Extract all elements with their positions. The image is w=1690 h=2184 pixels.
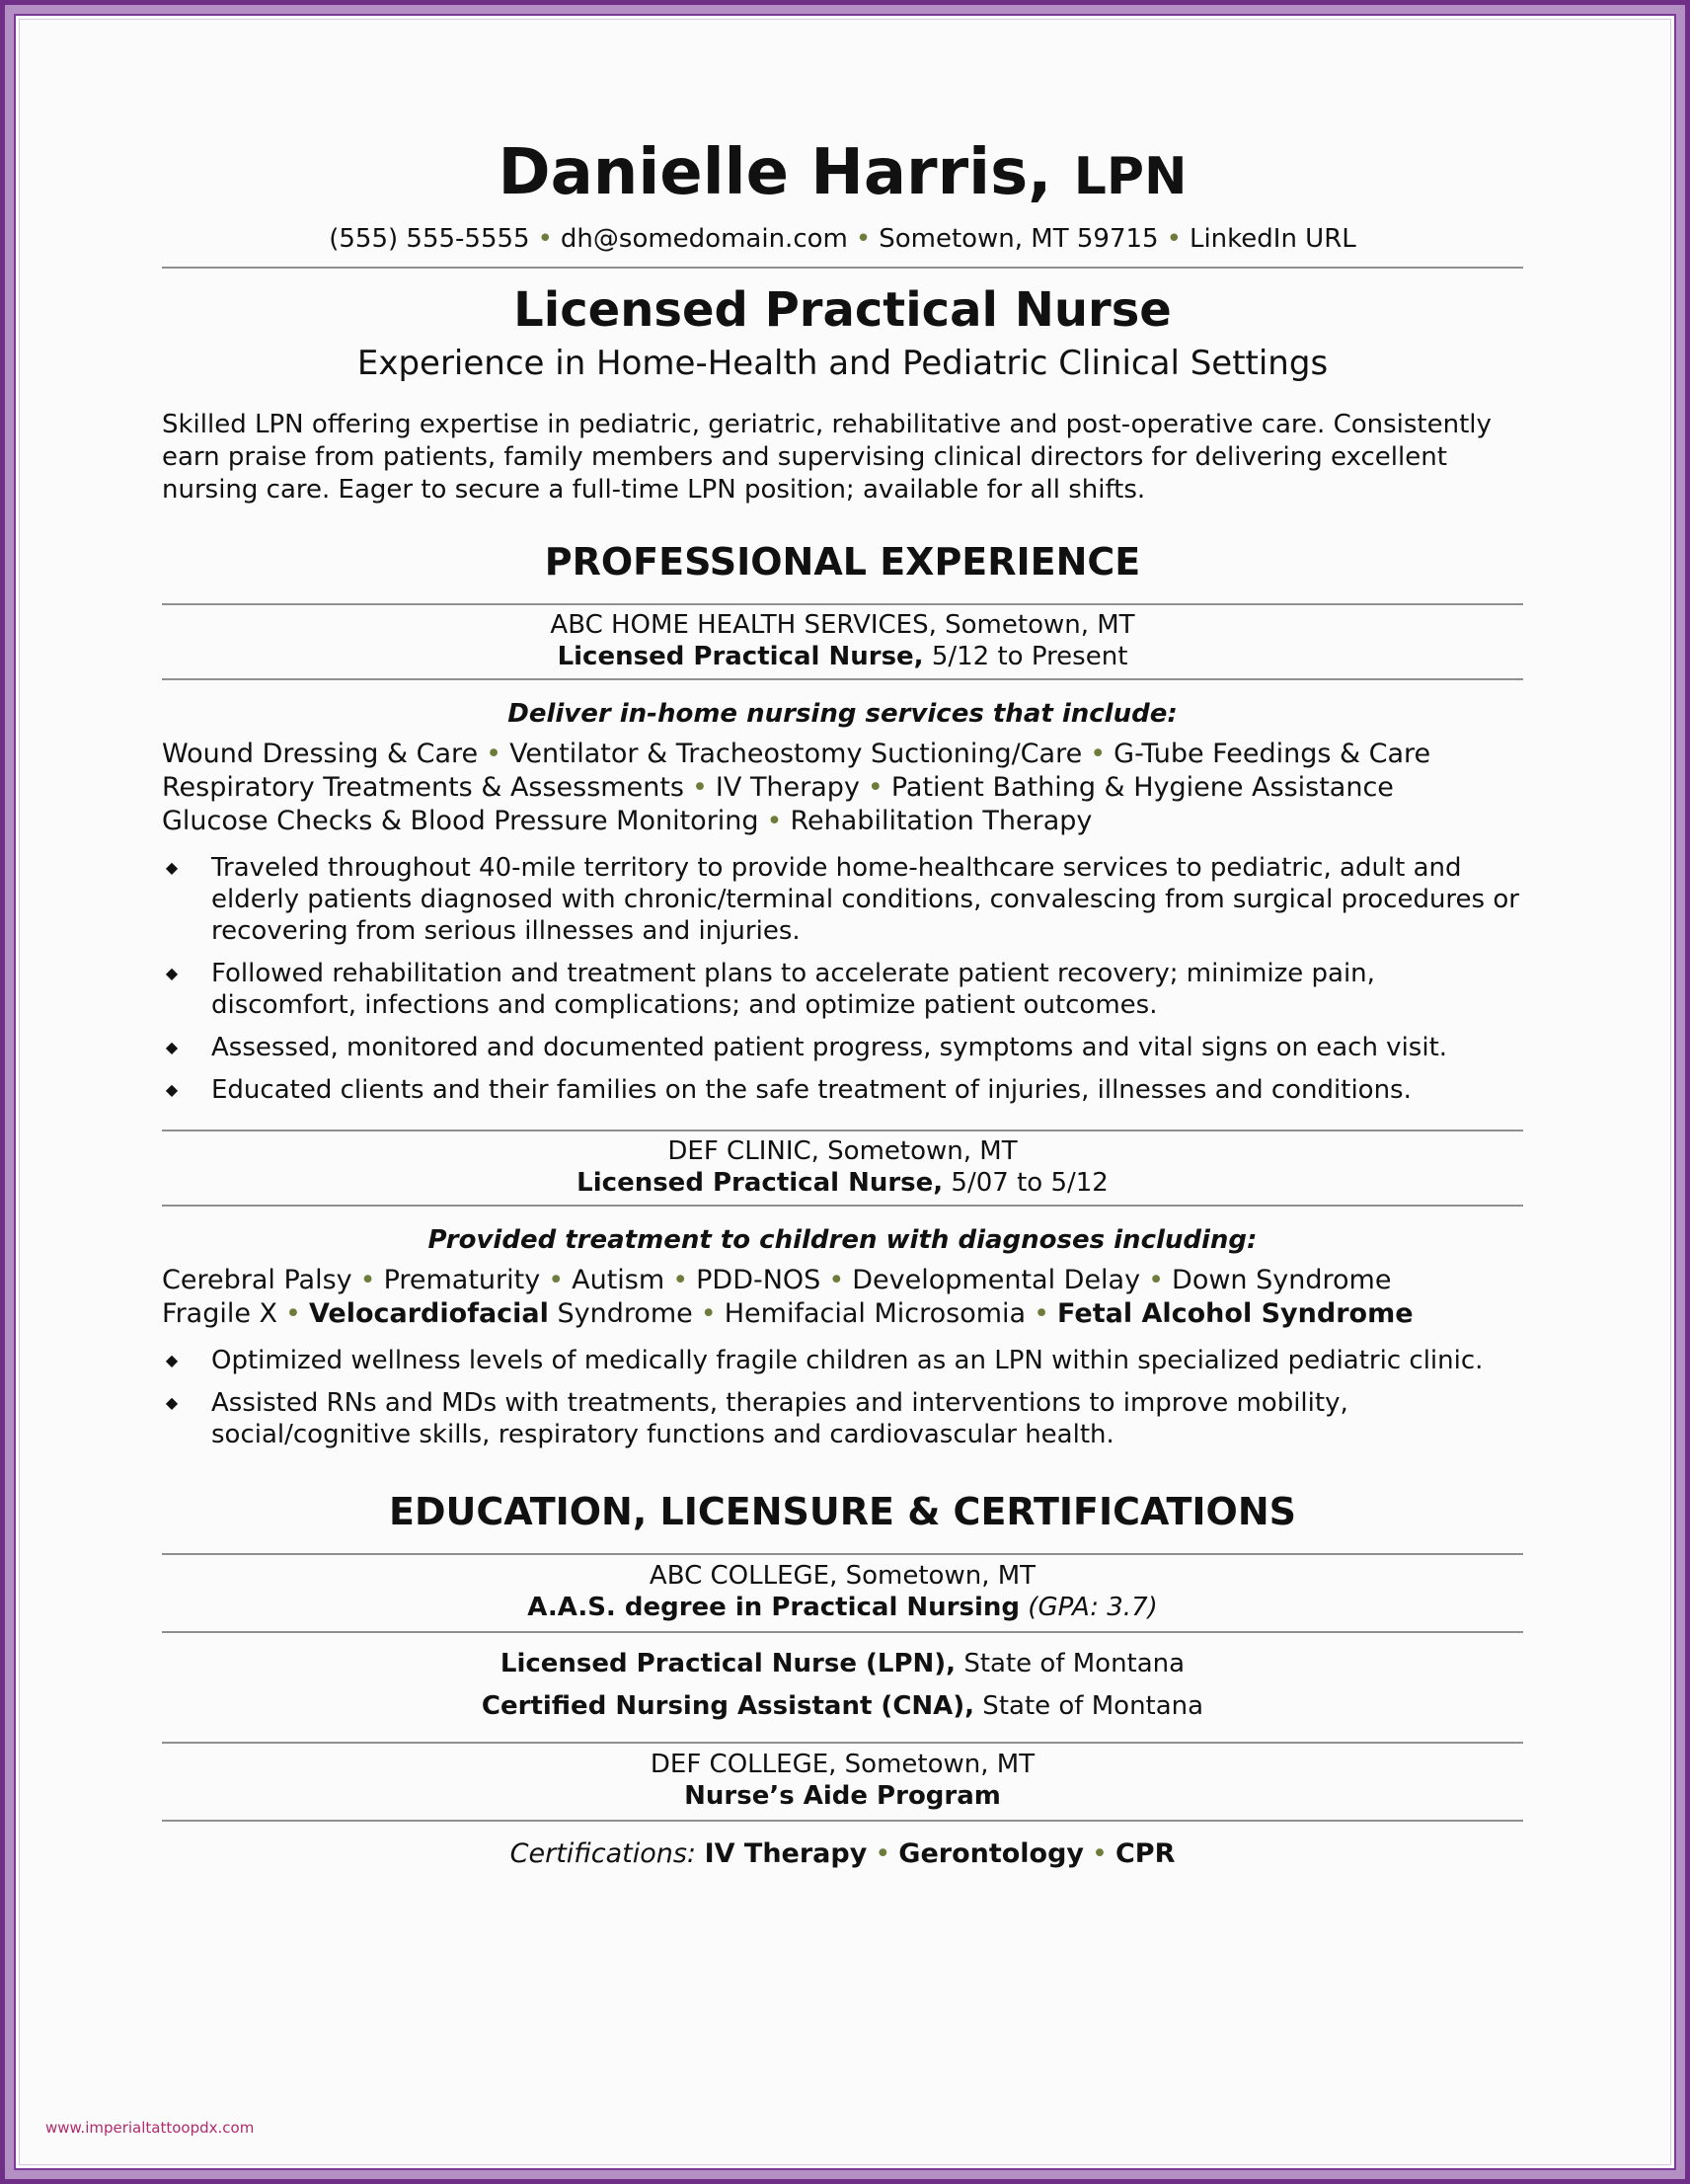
- credential-text: LPN: [1073, 147, 1188, 206]
- bullet-text: Assisted RNs and MDs with treatments, therapies and interventions to improve mobility, social/cognitive skills, respiratory functions and cardiovascular health.: [211, 1388, 1348, 1449]
- gpa: (GPA: 3.7): [1020, 1593, 1158, 1622]
- skill: IV Therapy: [715, 772, 860, 803]
- skill: Developmental Delay: [852, 1265, 1141, 1295]
- degree-line: [162, 1592, 1523, 1623]
- license-title: Certified Nursing Assistant (CNA),: [481, 1691, 975, 1721]
- bullet-text: Followed rehabilitation and treatment plans to accelerate patient recovery; minimize pain, discomfort, infections and complications; and optimize patient outcomes.: [211, 959, 1375, 1020]
- linkedin: LinkedIn URL: [1189, 224, 1356, 254]
- skill: Hemifacial Microsomia: [724, 1298, 1027, 1329]
- list-item: [162, 1074, 1523, 1106]
- skill: Respiratory Treatments & Assessments: [162, 772, 684, 803]
- diamond-bullet-icon: ◆: [165, 1351, 179, 1369]
- resume-page: [14, 14, 1676, 2170]
- section-title-experience: PROFESSIONAL EXPERIENCE: [544, 540, 1141, 584]
- separator-dot: •: [359, 1265, 376, 1295]
- separator-dot: •: [548, 1265, 565, 1295]
- divider: [162, 678, 1523, 680]
- list-item: [162, 1387, 1523, 1450]
- skills-list: [162, 1264, 1523, 1331]
- separator-dot: •: [1034, 1298, 1050, 1329]
- separator-dot: •: [1148, 1265, 1165, 1295]
- license-line: [162, 1685, 1523, 1728]
- college: DEF COLLEGE, Sometown, MT: [650, 1750, 1036, 1779]
- education-entry: [162, 1744, 1523, 1820]
- license-state: State of Montana: [956, 1649, 1186, 1678]
- section-title-education: EDUCATION, LICENSURE & CERTIFICATIONS: [388, 1490, 1296, 1533]
- skill-bold: Fetal Alcohol Syndrome: [1057, 1298, 1414, 1329]
- separator-dot: •: [875, 1838, 891, 1869]
- skill: G-Tube Feedings & Care: [1114, 739, 1431, 769]
- bullet-text: Assessed, monitored and documented patient progress, symptoms and vital signs on each visit.: [211, 1033, 1448, 1062]
- diamond-bullet-icon: ◆: [165, 858, 179, 877]
- achievement-list: [162, 852, 1523, 1106]
- phone: (555) 555-5555: [329, 224, 530, 254]
- name-text: Danielle Harris,: [498, 136, 1052, 209]
- license-title: Licensed Practical Nurse (LPN),: [499, 1649, 957, 1678]
- skill-bold: Velocardiofacial: [308, 1298, 549, 1329]
- divider: [162, 267, 1523, 269]
- skills-line: [162, 738, 1523, 771]
- separator-dot: •: [691, 772, 708, 803]
- list-item: [162, 852, 1523, 947]
- job-header: [162, 1131, 1523, 1205]
- dates: 5/12 to Present: [923, 642, 1128, 671]
- cert: IV Therapy: [704, 1838, 868, 1869]
- divider: [162, 1205, 1523, 1207]
- skills-line: [162, 805, 1523, 838]
- candidate-name: [162, 134, 1523, 215]
- diamond-bullet-icon: ◆: [165, 1393, 179, 1412]
- role: Licensed Practical Nurse,: [557, 642, 924, 671]
- program: Nurse’s Aide Program: [684, 1781, 1001, 1811]
- skills-line: [162, 1264, 1523, 1297]
- separator-dot: •: [1090, 739, 1107, 769]
- skill: PDD-NOS: [696, 1265, 821, 1295]
- skill: Patient Bathing & Hygiene Assistance: [890, 772, 1394, 803]
- separator-dot: •: [537, 224, 553, 254]
- job-header: [162, 605, 1523, 678]
- degree: A.A.S. degree in Practical Nursing: [527, 1593, 1021, 1622]
- college: ABC COLLEGE, Sometown, MT: [649, 1561, 1037, 1591]
- employer: DEF CLINIC, Sometown, MT: [667, 1136, 1018, 1166]
- education-entry: [162, 1555, 1523, 1631]
- list-item: [162, 958, 1523, 1021]
- employer: ABC HOME HEALTH SERVICES, Sometown, MT: [550, 610, 1135, 640]
- resume-header: [162, 134, 1523, 257]
- skill: Fragile X: [162, 1298, 278, 1329]
- cert: Gerontology: [898, 1838, 1085, 1869]
- separator-dot: •: [855, 224, 872, 254]
- summary: Skilled LPN offering expertise in pediatric, geriatric, rehabilitative and post-operative care. Consistently earn praise from patients, family members and supervising clinical directors for delivering excellent nursing care. Eager to secure a full-time LPN position; available for all shifts.: [162, 410, 1492, 505]
- cert: CPR: [1114, 1838, 1176, 1869]
- diamond-bullet-icon: ◆: [165, 964, 179, 982]
- skill: Autism: [572, 1265, 665, 1295]
- job-intro: Deliver in-home nursing services that include:: [507, 699, 1178, 729]
- subheadline: Experience in Home-Health and Pediatric Clinical Settings: [356, 344, 1329, 383]
- skill: Prematurity: [383, 1265, 541, 1295]
- dates: 5/07 to 5/12: [943, 1168, 1109, 1198]
- list-item: [162, 1032, 1523, 1063]
- location: Sometown, MT 59715: [879, 224, 1159, 254]
- achievement-list: [162, 1345, 1523, 1450]
- role-line: [162, 1167, 1523, 1199]
- role: Licensed Practical Nurse,: [576, 1168, 944, 1198]
- separator-dot: •: [700, 1298, 717, 1329]
- role-line: [162, 641, 1523, 672]
- divider: [162, 1820, 1523, 1822]
- cert-label: Certifications:: [509, 1838, 705, 1869]
- email: dh@somedomain.com: [560, 224, 848, 254]
- skill: Glucose Checks & Blood Pressure Monitoring: [162, 806, 759, 836]
- resume-content: [162, 134, 1523, 1871]
- diamond-bullet-icon: ◆: [165, 1038, 179, 1056]
- separator-dot: •: [828, 1265, 845, 1295]
- skill: Ventilator & Tracheostomy Suctioning/Care: [509, 739, 1083, 769]
- contact-line: [162, 221, 1523, 257]
- job-intro: Provided treatment to children with diagnoses including:: [427, 1225, 1258, 1255]
- separator-dot: •: [867, 772, 883, 803]
- skills-line: [162, 1297, 1523, 1331]
- license-state: State of Montana: [974, 1691, 1204, 1721]
- separator-dot: •: [486, 739, 502, 769]
- bullet-text: Educated clients and their families on the safe treatment of injuries, illnesses and conditions.: [211, 1075, 1412, 1105]
- headline: Licensed Practical Nurse: [513, 282, 1172, 338]
- separator-dot: •: [1166, 224, 1182, 254]
- separator-dot: •: [766, 806, 783, 836]
- bullet-text: Optimized wellness levels of medically fragile children as an LPN within specialized pediatric clinic.: [211, 1346, 1484, 1375]
- list-item: [162, 1345, 1523, 1376]
- watermark-url: www.imperialtattoopdx.com: [45, 2119, 255, 2137]
- skills-line: [162, 771, 1523, 805]
- separator-dot: •: [1092, 1838, 1108, 1869]
- certifications-line: [162, 1837, 1523, 1871]
- separator-dot: •: [285, 1298, 301, 1329]
- skill: Cerebral Palsy: [162, 1265, 352, 1295]
- diamond-bullet-icon: ◆: [165, 1080, 179, 1099]
- skills-list: [162, 738, 1523, 838]
- program-line: [162, 1780, 1523, 1812]
- skill: Wound Dressing & Care: [162, 739, 479, 769]
- license-line: [162, 1643, 1523, 1685]
- bullet-text: Traveled throughout 40-mile territory to provide home-healthcare services to pediatric, adult and elderly patients diagnosed with chronic/terminal conditions, convalescing from surgical procedures or recovering from serious illnesses and injuries.: [211, 853, 1519, 946]
- skill: Rehabilitation Therapy: [790, 806, 1093, 836]
- separator-dot: •: [672, 1265, 689, 1295]
- skill: Syndrome: [548, 1298, 693, 1329]
- licensure: [162, 1633, 1523, 1742]
- skill: Down Syndrome: [1172, 1265, 1392, 1295]
